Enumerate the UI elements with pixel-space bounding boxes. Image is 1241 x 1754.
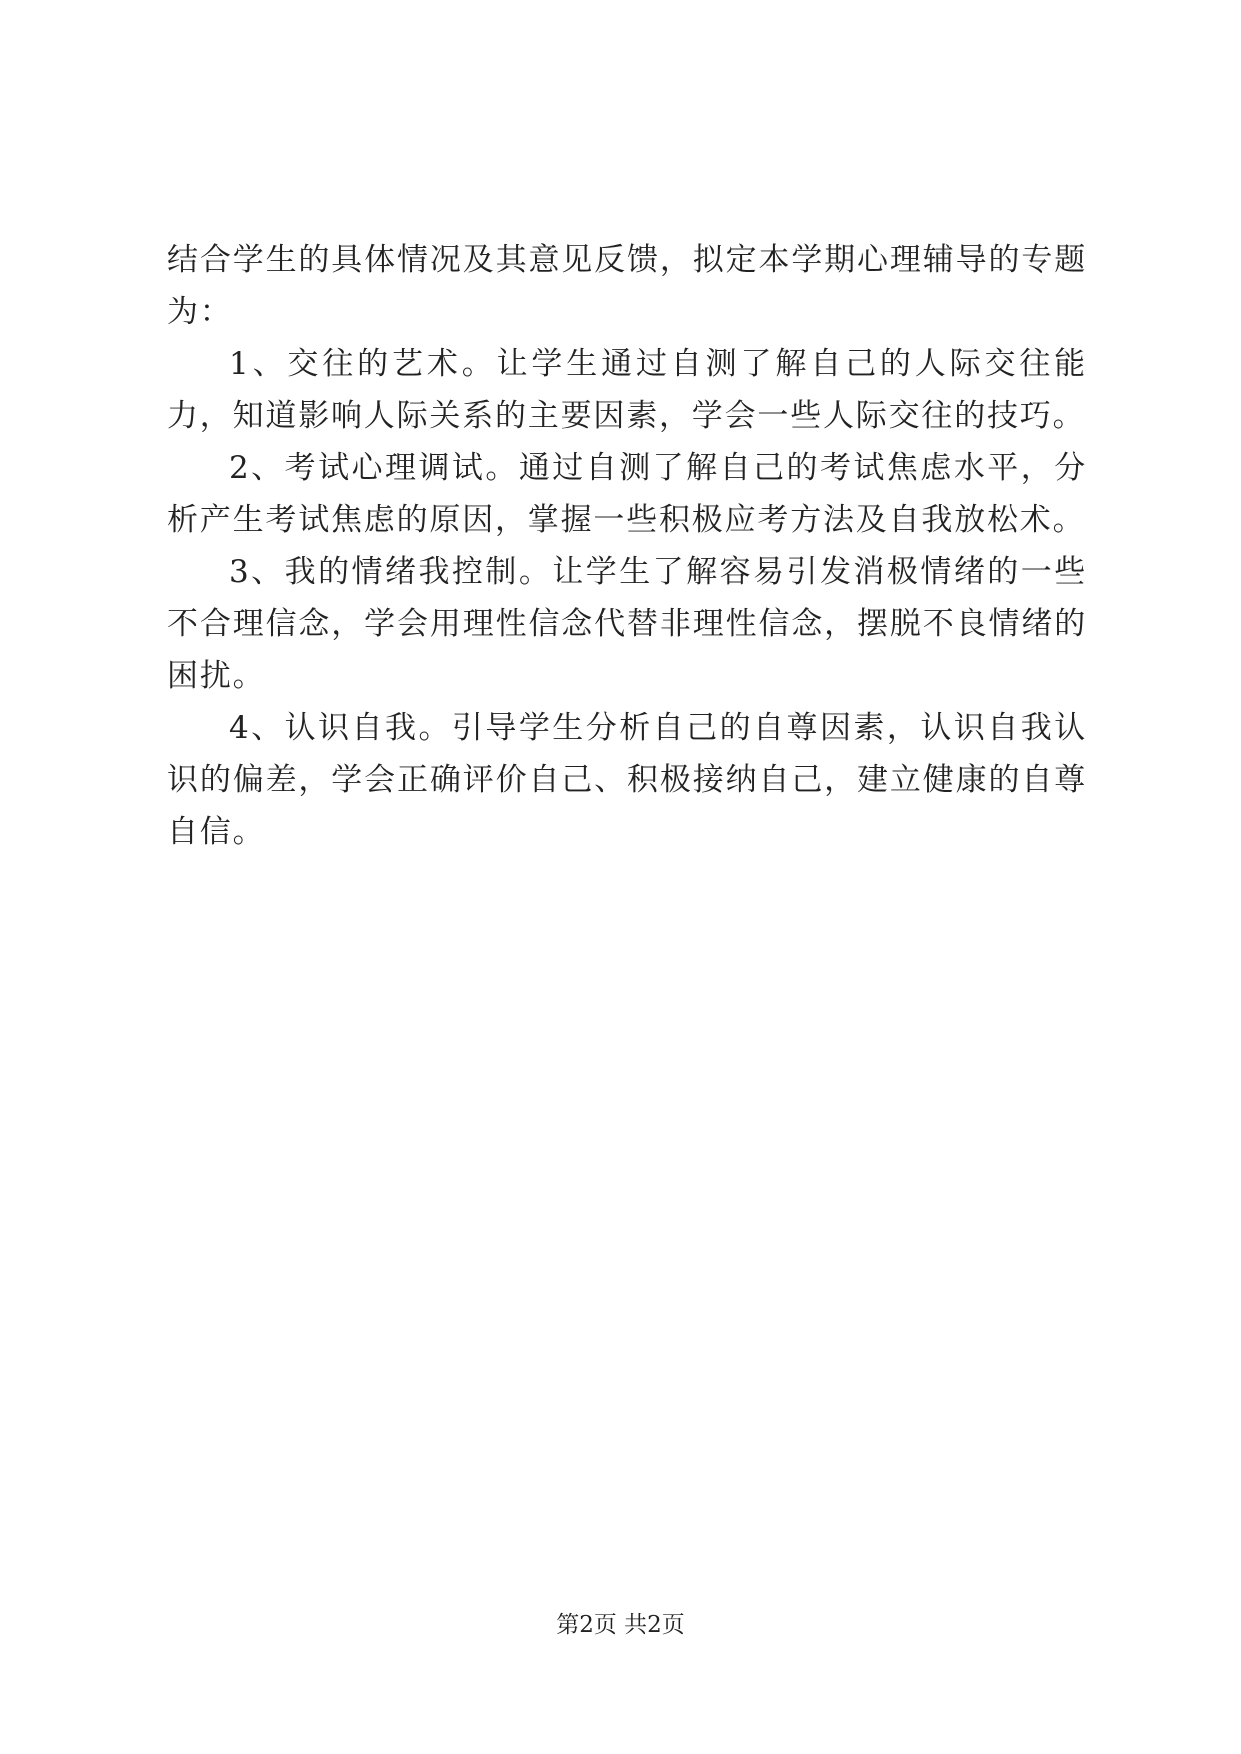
document-body xyxy=(167,234,1087,858)
page-number-footer: 第2页 共2页 xyxy=(556,1612,685,1638)
topic-paragraph-3: 3、我的情绪我控制。让学生了解容易引发消极情绪的一些不合理信念，学会用理性信念代替非理性信念，摆脱不良情绪的困扰。 xyxy=(167,554,1087,694)
intro-paragraph: 结合学生的具体情况及其意见反馈，拟定本学期心理辅导的专题为： xyxy=(167,242,1087,330)
topic-paragraph-1: 1、交往的艺术。让学生通过自测了解自己的人际交往能力，知道影响人际关系的主要因素，学会一些人际交往的技巧。 xyxy=(167,346,1087,434)
topic-paragraph-2: 2、考试心理调试。通过自测了解自己的考试焦虑水平，分析产生考试焦虑的原因，掌握一些积极应考方法及自我放松术。 xyxy=(167,450,1087,538)
topic-paragraph-4: 4、认识自我。引导学生分析自己的自尊因素，认识自我认识的偏差，学会正确评价自己、积极接纳自己，建立健康的自尊自信。 xyxy=(167,710,1087,850)
